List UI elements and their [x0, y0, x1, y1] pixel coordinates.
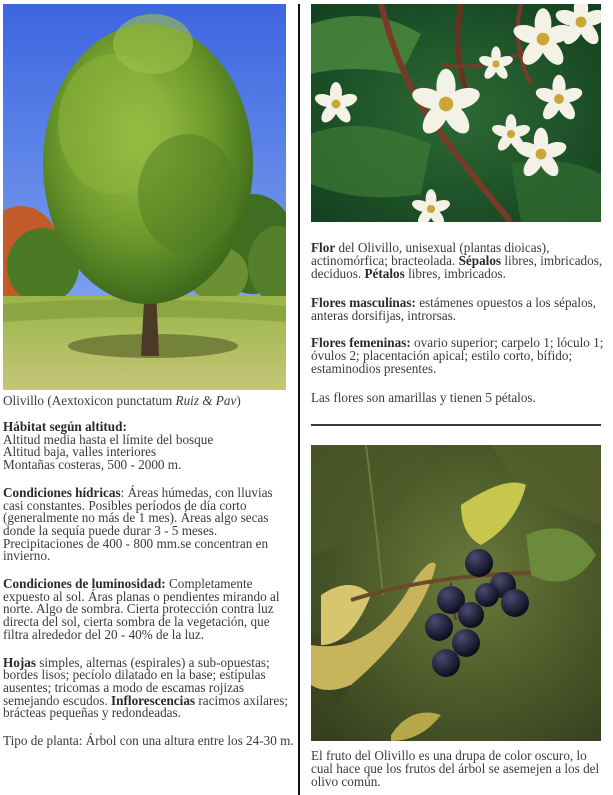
leaves-section: Hojas simples, alternas (espirales) a sub-opuestas; bordes lisos; pecíolo dilatado en la base; estípulas ausentes; tricomas a modo de escamas rojizas semejando escudos. Inflorescencias racimos axilares; brácteas pequeñas y redondeadas. — [3, 654, 289, 721]
female-flowers: Flores femeninas: ovario superior; carpelo 1; lóculo 1; óvulos 2; placentación apical; estilo corto, bífido; estaminodios presentes. — [311, 335, 604, 377]
tree-caption: Olivillo (Aextoxicon punctatum Ruiz & Pav) — [3, 393, 241, 408]
leaves-heading: Hojas — [3, 654, 36, 670]
section-divider — [311, 424, 601, 426]
male-flowers: Flores masculinas: estámenes opuestos a los sépalos, anteras dorsifijas, introrsas. — [311, 295, 597, 324]
altitude-line: Montañas costeras, 500 - 2000 m. — [3, 457, 182, 473]
fruit-caption: El fruto del Olivillo es una drupa de color oscuro, lo cual hace que los frutos del árbol se asemejen a los del olivo común. — [311, 748, 600, 789]
altitude-line: Altitud media hasta el límite del bosque — [3, 431, 214, 447]
tree-photo — [3, 4, 286, 390]
altitude-heading: Hábitat según altitud: — [3, 419, 127, 434]
altitude-section — [3, 421, 295, 472]
right-column — [311, 4, 607, 789]
flower-photo — [311, 4, 601, 222]
flower-summary: Las flores son amarillas y tienen 5 pétalos. — [311, 390, 536, 406]
flower-description: Flor del Olivillo, unisexual (plantas dioicas), actinomórfica; bracteolada. Sépalos libres, imbricados, deciduos. Pétalos libres, imbricados. — [311, 240, 603, 281]
water-section: Condiciones hídricas: Áreas húmedas, con lluvias casi constantes. Posibles períodos de día corto (generalmente no más de 1 mes). Áreas algo secas donde la sequía puede durar 3 - 5 meses. Precipitaciones de 400 - 800 mm.se concentran en invierno. — [3, 484, 273, 564]
light-heading: Condiciones de luminosidad: — [3, 576, 166, 592]
altitude-line: Altitud baja, valles interiores — [3, 444, 157, 460]
inflorescence-heading: Inflorescencias — [111, 692, 196, 708]
column-divider — [298, 4, 300, 795]
left-column — [3, 4, 295, 748]
water-heading: Condiciones hídricas — [3, 484, 121, 500]
fruit-photo — [311, 445, 601, 741]
plant-type-section: Tipo de planta: Árbol con una altura entre los 24-30 m. — [3, 733, 294, 749]
light-section: Condiciones de luminosidad: Completamente expuesto al sol. Áras planas o pendientes mirando al norte. Algo de sombra. Cierta protección contra luz directa del sol, cierta sombra de la vegetación, que filtra alrededor del 20 - 40% de la luz. — [3, 576, 280, 642]
